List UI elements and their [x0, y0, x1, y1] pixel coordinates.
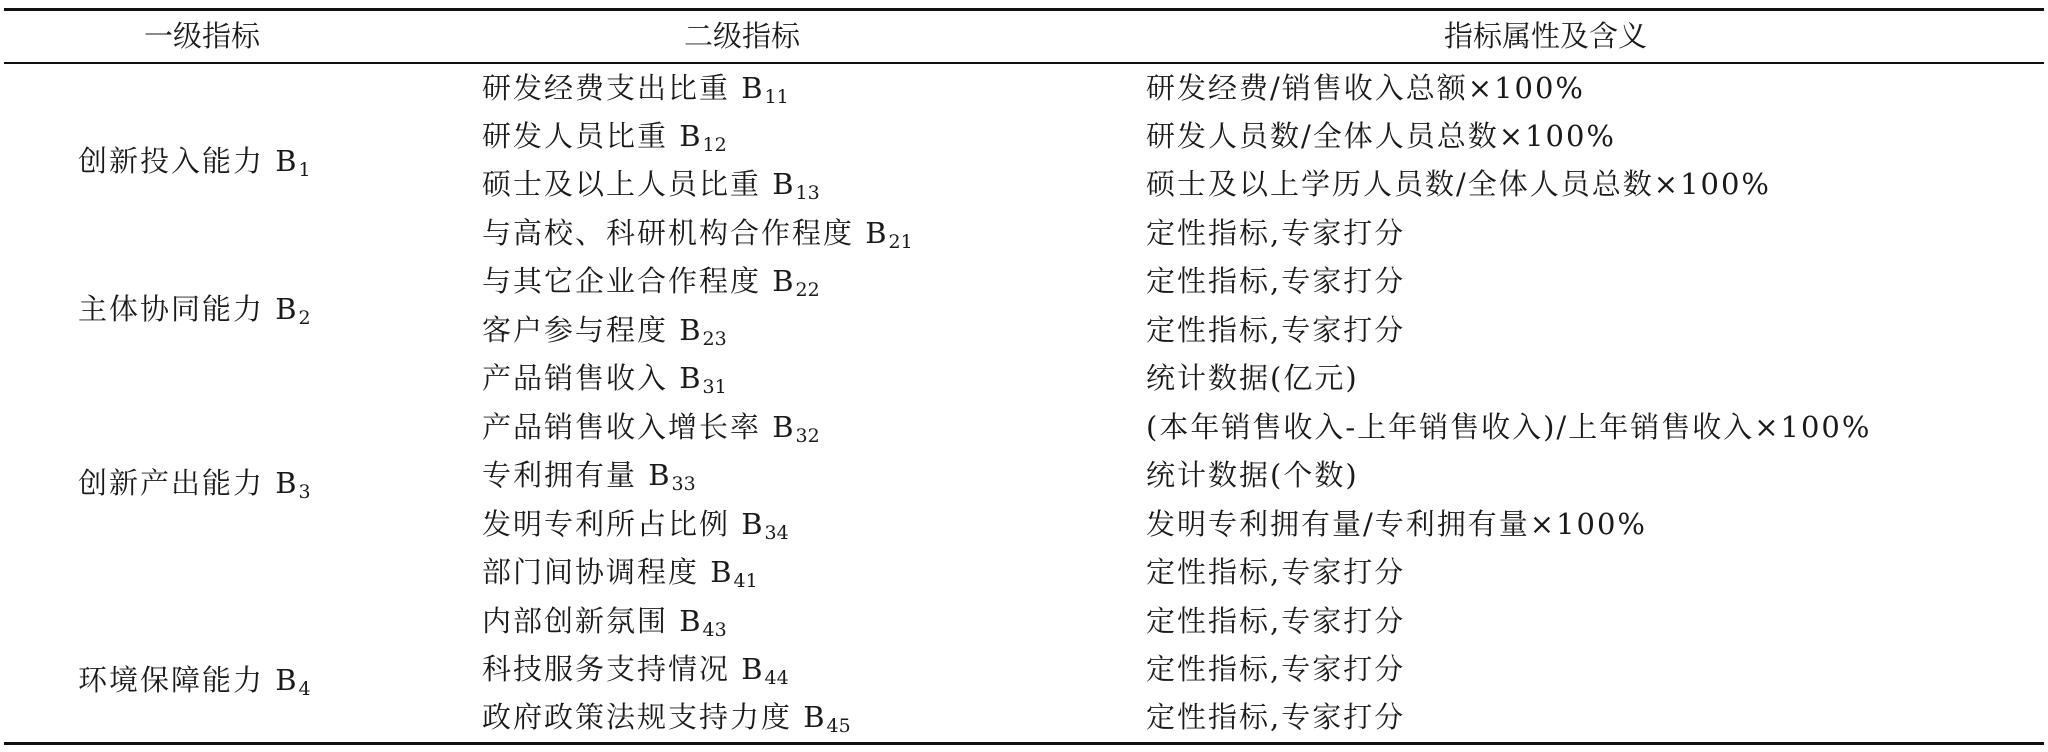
level2-indicator: 客户参与程度 $B_{23}$	[482, 313, 727, 350]
level2-indicator: 内部创新氛围 $B_{43}$	[482, 604, 727, 641]
indicator-meaning: 定性指标,专家打分	[1146, 313, 1406, 347]
level2-indicator: 产品销售收入 $B_{31}$	[482, 361, 727, 398]
table-row	[4, 257, 2044, 305]
table-row	[4, 209, 2044, 257]
indicator-meaning: 统计数据(亿元)	[1146, 361, 1359, 395]
indicator-meaning: 定性指标,专家打分	[1146, 216, 1406, 250]
table-row	[4, 64, 2044, 112]
table-bottom-rule	[4, 742, 2044, 745]
group-label: 主体协同能力 $B_2$	[78, 292, 311, 329]
indicator-meaning: 定性指标,专家打分	[1146, 700, 1406, 734]
table-row	[4, 354, 2044, 402]
group-label: 环境保障能力 $B_4$	[78, 663, 311, 700]
group-label: 创新投入能力 $B_1$	[78, 144, 311, 181]
indicator-meaning: 定性指标,专家打分	[1146, 555, 1406, 589]
table-row	[4, 306, 2044, 354]
level2-indicator: 硕士及以上人员比重 $B_{13}$	[482, 167, 820, 204]
indicator-meaning: 硕士及以上学历人员数/全体人员总数×100%	[1146, 167, 1771, 201]
table-row	[4, 597, 2044, 645]
table-row	[4, 403, 2044, 451]
table-row	[4, 645, 2044, 693]
table-row	[4, 160, 2044, 208]
header-level1: 一级指标	[144, 19, 261, 53]
indicator-meaning: 研发经费/销售收入总额×100%	[1146, 71, 1585, 105]
table-row	[4, 548, 2044, 596]
level2-indicator: 与高校、科研机构合作程度 $B_{21}$	[482, 216, 913, 253]
indicator-meaning: 定性指标,专家打分	[1146, 652, 1406, 686]
level2-indicator: 发明专利所占比例 $B_{34}$	[482, 507, 789, 544]
table-row	[4, 451, 2044, 499]
table-row	[4, 500, 2044, 548]
level2-indicator: 与其它企业合作程度 $B_{22}$	[482, 264, 820, 301]
level2-indicator: 研发经费支出比重 $B_{11}$	[482, 71, 789, 108]
group-label: 创新产出能力 $B_3$	[78, 466, 311, 503]
table-body	[4, 64, 2044, 742]
level2-indicator: 专利拥有量 $B_{33}$	[482, 458, 696, 495]
indicator-meaning: 定性指标,专家打分	[1146, 604, 1406, 638]
level2-indicator: 产品销售收入增长率 $B_{32}$	[482, 410, 820, 447]
indicator-meaning: 发明专利拥有量/专利拥有量×100%	[1146, 507, 1647, 541]
indicator-meaning: 统计数据(个数)	[1146, 458, 1359, 492]
level2-indicator: 政府政策法规支持力度 $B_{45}$	[482, 700, 851, 737]
level2-indicator: 研发人员比重 $B_{12}$	[482, 119, 727, 156]
header-attribute: 指标属性及含义	[1444, 19, 1648, 53]
level2-indicator: 科技服务支持情况 $B_{44}$	[482, 652, 789, 689]
table-row	[4, 693, 2044, 741]
indicator-meaning: 研发人员数/全体人员总数×100%	[1146, 119, 1616, 153]
indicator-meaning: 定性指标,专家打分	[1146, 264, 1406, 298]
indicator-meaning: (本年销售收入-上年销售收入)/上年销售收入×100%	[1146, 410, 1872, 444]
indicator-table	[4, 8, 2044, 746]
table-header	[4, 11, 2044, 62]
header-level2: 二级指标	[684, 19, 801, 53]
level2-indicator: 部门间协调程度 $B_{41}$	[482, 555, 758, 592]
table-row	[4, 112, 2044, 160]
